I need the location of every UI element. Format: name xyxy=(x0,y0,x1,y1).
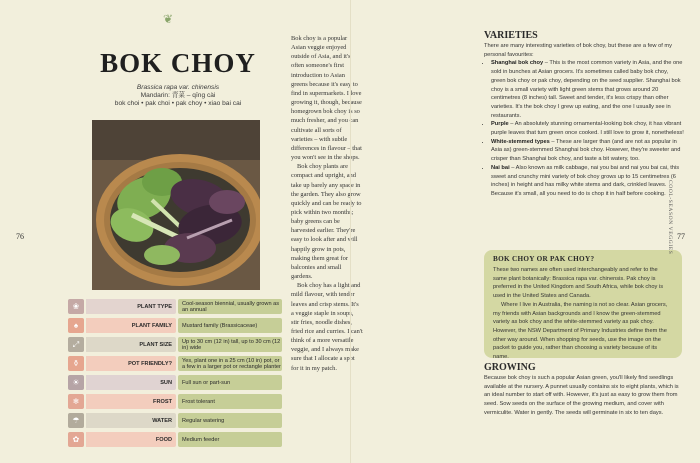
row-label: SUN xyxy=(86,375,176,390)
food-icon: ✿ xyxy=(68,432,84,447)
row-label: POT FRIENDLY? xyxy=(86,356,176,371)
variety-name: Shanghai bok choy xyxy=(491,60,544,67)
plant-facts-table xyxy=(68,298,282,450)
sun-icon: ☀ xyxy=(68,375,84,390)
variety-text: – An absolutely stunning ornamental-looking bok choy, it has vibrant purple leaves that turn green once cooked. I still love to grow it, nonetheless! xyxy=(491,121,684,137)
row-value: Mustard family (Brassicaceae) xyxy=(178,318,282,333)
list-item xyxy=(491,59,684,120)
variety-text: – These are larger than (and are not as popular in Asia as) green-stemmed Shanghai bok choy. However, they're sweeter and crisper than Shanghai bok choy, and taste a bit watery, too. xyxy=(491,138,681,163)
pot-friendly-icon: ⚱ xyxy=(68,356,84,371)
page-title: BOK CHOY xyxy=(100,48,256,78)
table-row xyxy=(68,412,282,429)
bok-choy-photo xyxy=(92,120,260,290)
table-row xyxy=(68,355,282,372)
row-label: FROST xyxy=(86,394,176,409)
variety-name: White-stemmed types xyxy=(491,138,550,145)
list-item xyxy=(491,138,684,164)
water-icon: ☂ xyxy=(68,413,84,428)
table-row xyxy=(68,298,282,315)
row-label: FOOD xyxy=(86,432,176,447)
row-value: Up to 30 cm (12 in) tall, up to 30 cm (12 in) wide xyxy=(178,337,282,352)
variety-text: – Also known as milk cabbage, nai you bai and nai you bai cai, this sweet and crunchy mini variety of bok choy grows up to 15 centimetres (6 inches) in height and has milky white stems and dark, crinkled leaves. Because it's small, all you need to do is chop it in half before cooking. xyxy=(491,164,680,197)
row-value: Full sun or part-sun xyxy=(178,375,282,390)
page-number: 77 xyxy=(677,232,685,241)
frost-icon: ❄ xyxy=(68,394,84,409)
latin-name: Brassica rapa var. chinensis xyxy=(136,84,220,91)
varieties-section xyxy=(484,42,684,199)
intro-paragraph: Bok choy is a popular Asian veggie enjoyed outside of Asia, and it's often someone's first introduction to Asian greens because it's easy to find in supermarkets. I love growing it, though, because homegrown bok choy is so much fresher, and you can cultivate all sorts of varieties – with subtle differences in flavour – that you won't see in the shops. xyxy=(291,35,362,162)
variety-text: – This is the most common variety in Asia, and the one sold in bunches at Asian grocers. It's sometimes called baby bok choy, green bok choy or pak choy, depending on the seed supplier. Shanghai bok choy is a small variety with light green stems that grows around 20 centimetres (8 inches) tall. Sweet and tender, it's less crispy than other varieties. It's the bok choy I grew up eating, and the one I usually see in restaurants. xyxy=(491,60,683,119)
running-head: COOL-SEASON VEGGIES xyxy=(667,180,673,255)
mandarin-name: Mandarin: 青菜 – qīng cài xyxy=(140,92,216,99)
list-item xyxy=(491,164,684,199)
table-row xyxy=(68,431,282,448)
row-label: PLANT TYPE xyxy=(86,299,176,314)
plant-size-icon: ⤢ xyxy=(68,337,84,352)
box-paragraph: These two names are often used interchangeably and refer to the same plant botanically: Brassica rapa var. chinensis. Pak choy is preferred in the United Kingdom and South Africa, while bok choy is used in the United States and Canada. xyxy=(493,267,664,300)
table-row xyxy=(68,393,282,410)
row-value: Yes, plant one in a 25 cm (10 in) pot, or a few in a larger pot or rectangle planter xyxy=(178,356,282,371)
growing-heading: GROWING xyxy=(484,362,536,373)
leaf-ornament-icon: ❦ xyxy=(163,12,174,26)
right-page xyxy=(350,0,700,463)
row-value: Frost tolerant xyxy=(178,394,282,409)
row-label: WATER xyxy=(86,413,176,428)
page-number: 76 xyxy=(16,232,24,241)
table-row xyxy=(68,374,282,391)
growing-text: Because bok choy is such a popular Asian green, you'll likely find seedlings available at the nursery. A punnet usually contains six to eight plants, which is an ideal number to start off with. However, it's just as easy to grow them from seed. Sow seeds on the surface of the growing medium, and cover with vermiculite. Water in gently. The seeds will germinate in six to ten days. xyxy=(484,375,679,416)
intro-paragraph: Bok choy plants are compact and upright, and take up barely any space in the garden. They also grow quickly and can be ready to pick within two months; baby greens can be harvested earlier. They're easy to look after and will happily grow in pots, making them great for balconies and small gardens. xyxy=(291,163,362,281)
variety-name: Purple xyxy=(491,121,509,128)
row-value: Regular watering xyxy=(178,413,282,428)
varieties-list xyxy=(484,59,684,198)
intro-paragraph: Bok choy has a light and mild flavour, with tender leaves and crisp stems. It's a veggie staple in soups, stir fries, noodle dishes, fried rice and curries. I can't think of a more versatile veggie, and I always make sure that I allocate a spot for it in my patch. xyxy=(291,282,363,372)
sidebar-box xyxy=(484,250,682,361)
row-value: Medium feeder xyxy=(178,432,282,447)
row-label: PLANT FAMILY xyxy=(86,318,176,333)
row-label: PLANT SIZE xyxy=(86,337,176,352)
table-row xyxy=(68,336,282,353)
plant-type-icon: ❀ xyxy=(68,299,84,314)
box-body xyxy=(493,266,673,362)
list-item xyxy=(491,120,684,137)
plant-family-icon: ♠ xyxy=(68,318,84,333)
common-names: bok choi • pak choi • pak choy • xiao bai cai xyxy=(114,100,242,107)
box-paragraph: Where I live in Australia, the naming is not so clear. Asian grocers, my friends with Asian backgrounds and I know the green-stemmed variety as bok choy and the white-stemmed variety as pak choy. However, the NSW Department of Primary Industries define them the other way around. When shopping for seeds, use the image on the packet to guide you, rather than choosing a variety because of its name. xyxy=(493,301,668,361)
row-value: Cool-season biennial, usually grown as an annual xyxy=(178,299,282,314)
varieties-intro: There are many interesting varieties of bok choy, but these are a few of my personal favourites: xyxy=(484,43,672,58)
table-row xyxy=(68,317,282,334)
variety-name: Nai bai xyxy=(491,164,510,171)
varieties-heading: VARIETIES xyxy=(484,30,538,41)
box-title: BOK CHOY OR PAK CHOY? xyxy=(493,255,595,263)
